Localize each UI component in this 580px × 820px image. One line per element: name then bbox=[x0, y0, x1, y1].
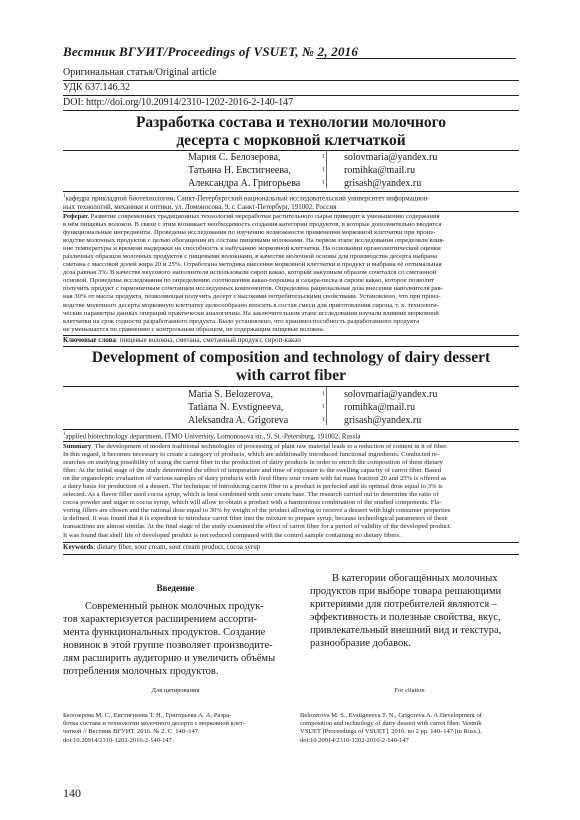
keywords-en: Keywords: dietary fiber, sour cream, sour cream product, cocoa syrup bbox=[63, 543, 261, 551]
citation-heading-en: For citation bbox=[394, 687, 425, 694]
intro-left-column: Современный рынок молочных продук- тов характеризуется расширением ассорти- мента функциональных продуктов. Создание новинок в этой группе позволяет производите- лям расширить аудиторию и увеличить объёмы потребления молочных продуктов. bbox=[63, 601, 276, 677]
author-name: Мария С. Белозерова, bbox=[188, 152, 281, 163]
author-affil-mark: 1 bbox=[322, 167, 325, 173]
divider bbox=[63, 441, 519, 442]
author-separator bbox=[326, 387, 327, 425]
citation-ru: Белозерова М. С., Евстигнеева Т. Н., Григорьева А. А. Разра- ботка состава и технологии молочного десерта с морковной клет- чаткой // Вестник ВГУИТ. 2016. № 2. С. 140–147. doi:10.20914/2310-1202-2016-2-140-147 bbox=[63, 712, 245, 744]
divider bbox=[63, 386, 519, 387]
divider bbox=[63, 110, 519, 111]
author-email[interactable]: romihka@mail.ru bbox=[344, 402, 416, 413]
divider bbox=[63, 95, 519, 96]
divider bbox=[63, 191, 519, 192]
journal-header: Вестник ВГУИТ/Proceedings of VSUET, № 2, 2016 bbox=[63, 44, 359, 59]
author-affil-mark: 1 bbox=[322, 391, 325, 397]
affiliation-en: $^1$applied biotechnology department, ITMO University, Lomonosova str., 9, St.-Petersburg, 191002, Russia bbox=[63, 432, 361, 441]
abstract-en: Summary. The development of modern traditional technologies of processing of plant raw material leads to a reduction of content in it of fiber. In this regard, it becomes necessary to create a category of products, which are additionally introduced functional ingredients. Conducted re- searches on studying possibility of using the carrot fiber in the production of dairy products in order to enrich the composition of them dietary fiber. At the initial stage of the study determined the effect of temperature and time of exposure to the swelling capacity of carrot fiber. Based on the organoleptic evaluation of various samples of dairy products with food fibers sour cream with fat mass fraction 20 and 25% is offered as a dairy basis for production of a dessert. The technique of introducing carrot fiber in a product is perfected and its optimal dose equal to 3% is selected. As a flavor filler used cocoa syrup, which is best combined with sour cream base. The research carried out to determine the ratio of cocoa powder and sugar in cocoa syrup, which will allow to obtain a product with a harmonious combination of the studied components. Fla- voring fillers are chosen and the rational dose equal to 30% by weight of the product allowing to receive a dessert with high consumer properties is defined. It was found that it is expedient to introduce carrot fiber into the mixture to prepare syrup, because technological parameters of these transactions are almost similar. At the final stage of the study examined the effect of carrot fiber for a period of validity of the developed product. It was found that shelf life of developed product is not reduced compared with the control sample containing no dietary fibers. bbox=[63, 443, 452, 539]
author-email[interactable]: solovmaria@yandex.ru bbox=[344, 389, 438, 400]
author-name: Александра А. Григорьева bbox=[188, 178, 301, 189]
divider bbox=[63, 80, 519, 81]
author-email[interactable]: grisash@yandex.ru bbox=[344, 415, 422, 426]
divider bbox=[63, 211, 519, 212]
udk: УДК 637.146.32 bbox=[63, 82, 131, 93]
author-name: Maria S. Belozerova, bbox=[188, 389, 273, 400]
author-email[interactable]: grisash@yandex.ru bbox=[344, 178, 422, 189]
author-separator bbox=[326, 150, 327, 188]
author-email[interactable]: romihka@mail.ru bbox=[344, 165, 416, 176]
author-name: Tatiana N. Evstigneeva, bbox=[188, 402, 284, 413]
doi-link[interactable]: DOI: http://doi.org/10.20914/2310-1202-2016-2-140-147 bbox=[63, 97, 294, 108]
section-heading: Введение bbox=[156, 583, 195, 593]
affiliation-ru: $^1$кафедра прикладной биотехнологии, Санкт-Петербургский национальный исследовательский университет информацион- ных технологий, механики и оптики, ул. Ломоносова, 9, г. Санкт-Петербург, 191002, Россия bbox=[63, 194, 430, 211]
abstract-ru: Реферат. Развитие современных традиционных технологий переработки растительного сырья приводит к уменьшению содержания в нём пищевых волокон. В связи с этим возникает необходимость создания категории продуктов, в которые дополнительно вводятся функциональные ингредиенты. Проведены исследования по изучению возможности применения морковной клетчатки при произ- водстве молочных продуктов с целью обогащения их состава пищевыми волокнами. На первом этапе исследования определяли влия- ние температуры и времени выдержки на способность к набуханию морковной клетчатки. На основании органолептической оценки различных образцов молочных продуктов с пищевыми волокнами, в качестве молочной основы для производства десерта выбрана сметана с массовой долей жира 20 и 25%. Отработана методика внесения морковной клетчатки в продукт и выбрана её оптимальная доза равная 3%. В качестве вкусового наполнителя использовали сироп какао, который накупным образом сочетался со сметанной основой. Проведены исследования по определению соотношения какао-порошка и сахара-песка в сиропе какао, которое позволит получить продукт с гармоничным сочетанием исследуемых компонентов. Определена рациональная доза внесения наполнителя рав- ная 30% от массы продукта, позволяющая получить десерт с высокими потребительскими свойствами. Установлено, что при произ- водстве молочного десерта морковную клетчатку целесообразно вносить в состав смеси для приготовления сиропа, т. к. технологи- ческие параметры данных операций практически аналогичны. На заключительном этапе исследования изучали влияние морковной клетчатки на срок годности разработанного продукта. Было установлено, что хранимоспособность разработанного продукта не уменьшается по сравнению с контрольным образцом, не содержащим пищевые волокна. bbox=[63, 213, 445, 333]
author-affil-mark: 1 bbox=[322, 154, 325, 160]
author-affil-mark: 1 bbox=[322, 180, 325, 186]
citation-en: Belozerova M. S., Evstigneeva T. N., Grigoreva A. A.Development of composition and technology of dairy dessert with carrot fiber. Vestnik VSUET [Proceedings of VSUET]. 2016. no 2 pp. 140–147 (in Russ.). doi:10.20914/2310-1202-2016-2-140-147 bbox=[300, 712, 482, 744]
title-ru: Разработка состава и технологии молочного десерта с морковной клетчаткой bbox=[135, 114, 447, 149]
page-number: 140 bbox=[63, 786, 81, 800]
article-type: Оригинальная статья/Original article bbox=[63, 67, 217, 78]
divider bbox=[63, 554, 519, 555]
author-name: Татьяна Н. Евстигнеева, bbox=[188, 165, 291, 176]
divider bbox=[63, 150, 519, 151]
divider bbox=[63, 346, 519, 347]
title-en: Development of composition and technology of dairy dessert with carrot fiber bbox=[91, 349, 491, 384]
citation-heading-ru: Для цитирования bbox=[151, 687, 200, 694]
divider bbox=[63, 429, 519, 430]
author-name: Aleksandra A. Grigoreva bbox=[188, 415, 289, 426]
intro-right-column: В категории обогащённых молочных продуктов при выборе товара решающими критериями для потребителей являются – эффективность и полезные свойства, вкус, привлекательный внешний вид и текстура, разнообразие добавок. bbox=[310, 573, 502, 649]
author-affil-mark: 1 bbox=[322, 404, 325, 410]
keywords-ru: Ключевые слова: пищевые волокна, сметана, сметанный продукт, сироп-какао bbox=[63, 336, 301, 344]
header-rule bbox=[316, 58, 516, 59]
author-email[interactable]: solovmaria@yandex.ru bbox=[344, 152, 438, 163]
author-affil-mark: 1 bbox=[322, 417, 325, 423]
